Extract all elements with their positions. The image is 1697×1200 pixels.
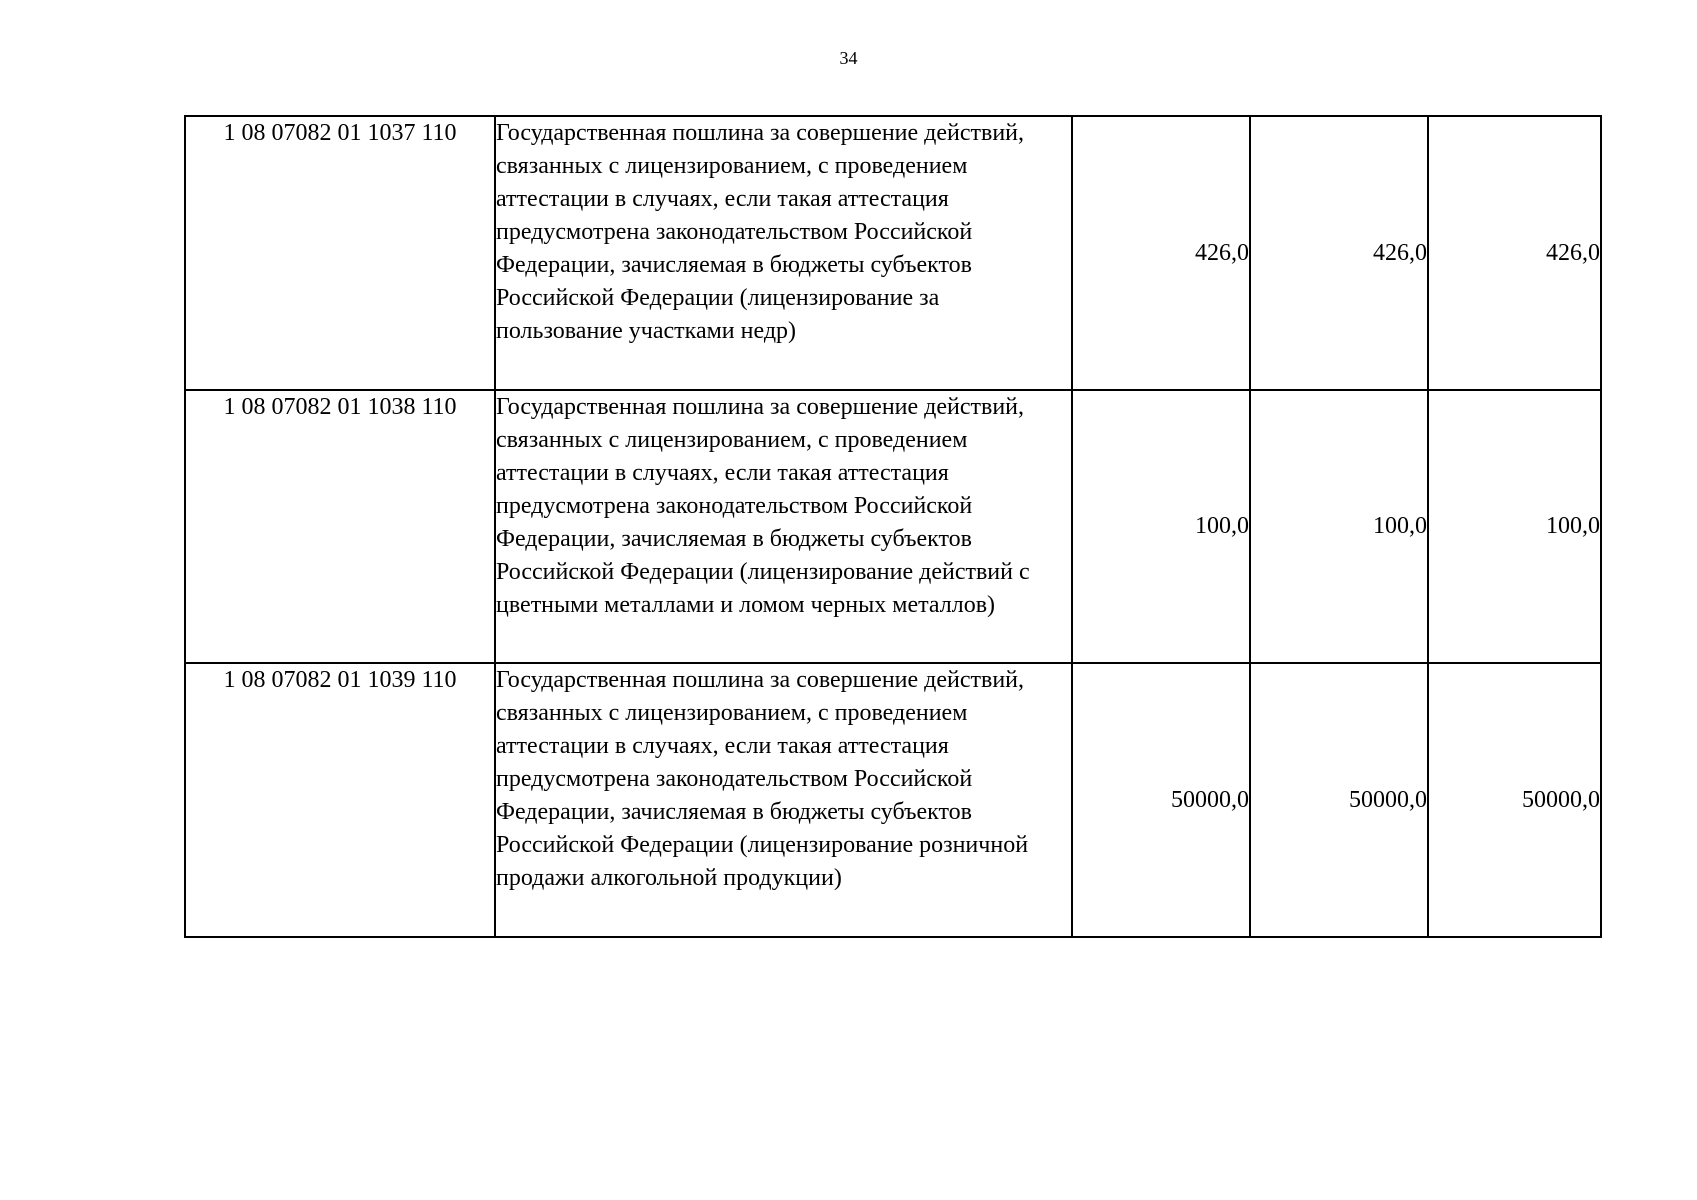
value-cell-year-2: 426,0 — [1250, 116, 1428, 390]
description-cell: Государственная пошлина за совершение действий, связанных с лицензированием, с проведением аттестации в случаях, если такая аттестация предусмотрена законодательством Российской Федерации, зачисляемая в бюджеты субъектов Российской Федерации (лицензирование розничной продажи алкогольной продукции) — [495, 663, 1072, 937]
value-cell-year-3: 50000,0 — [1428, 663, 1601, 937]
value-cell-year-1: 100,0 — [1072, 390, 1250, 663]
page-number: 34 — [839, 48, 858, 68]
budget-code-cell: 1 08 07082 01 1038 110 — [185, 390, 495, 663]
value-cell-year-3: 426,0 — [1428, 116, 1601, 390]
budget-code-cell: 1 08 07082 01 1037 110 — [185, 116, 495, 390]
table-row — [185, 116, 1601, 390]
table-row — [185, 390, 1601, 663]
description-cell: Государственная пошлина за совершение действий, связанных с лицензированием, с проведением аттестации в случаях, если такая аттестация предусмотрена законодательством Российской Федерации, зачисляемая в бюджеты субъектов Российской Федерации (лицензирование действий с цветными металлами и ломом черных металлов) — [495, 390, 1072, 663]
value-cell-year-2: 50000,0 — [1250, 663, 1428, 937]
table-row — [185, 663, 1601, 937]
value-cell-year-2: 100,0 — [1250, 390, 1428, 663]
value-cell-year-1: 50000,0 — [1072, 663, 1250, 937]
budget-table — [184, 115, 1602, 938]
budget-code-cell: 1 08 07082 01 1039 110 — [185, 663, 495, 937]
value-cell-year-3: 100,0 — [1428, 390, 1601, 663]
value-cell-year-1: 426,0 — [1072, 116, 1250, 390]
description-cell: Государственная пошлина за совершение действий, связанных с лицензированием, с проведением аттестации в случаях, если такая аттестация предусмотрена законодательством Российской Федерации, зачисляемая в бюджеты субъектов Российской Федерации (лицензирование за пользование участками недр) — [495, 116, 1072, 390]
